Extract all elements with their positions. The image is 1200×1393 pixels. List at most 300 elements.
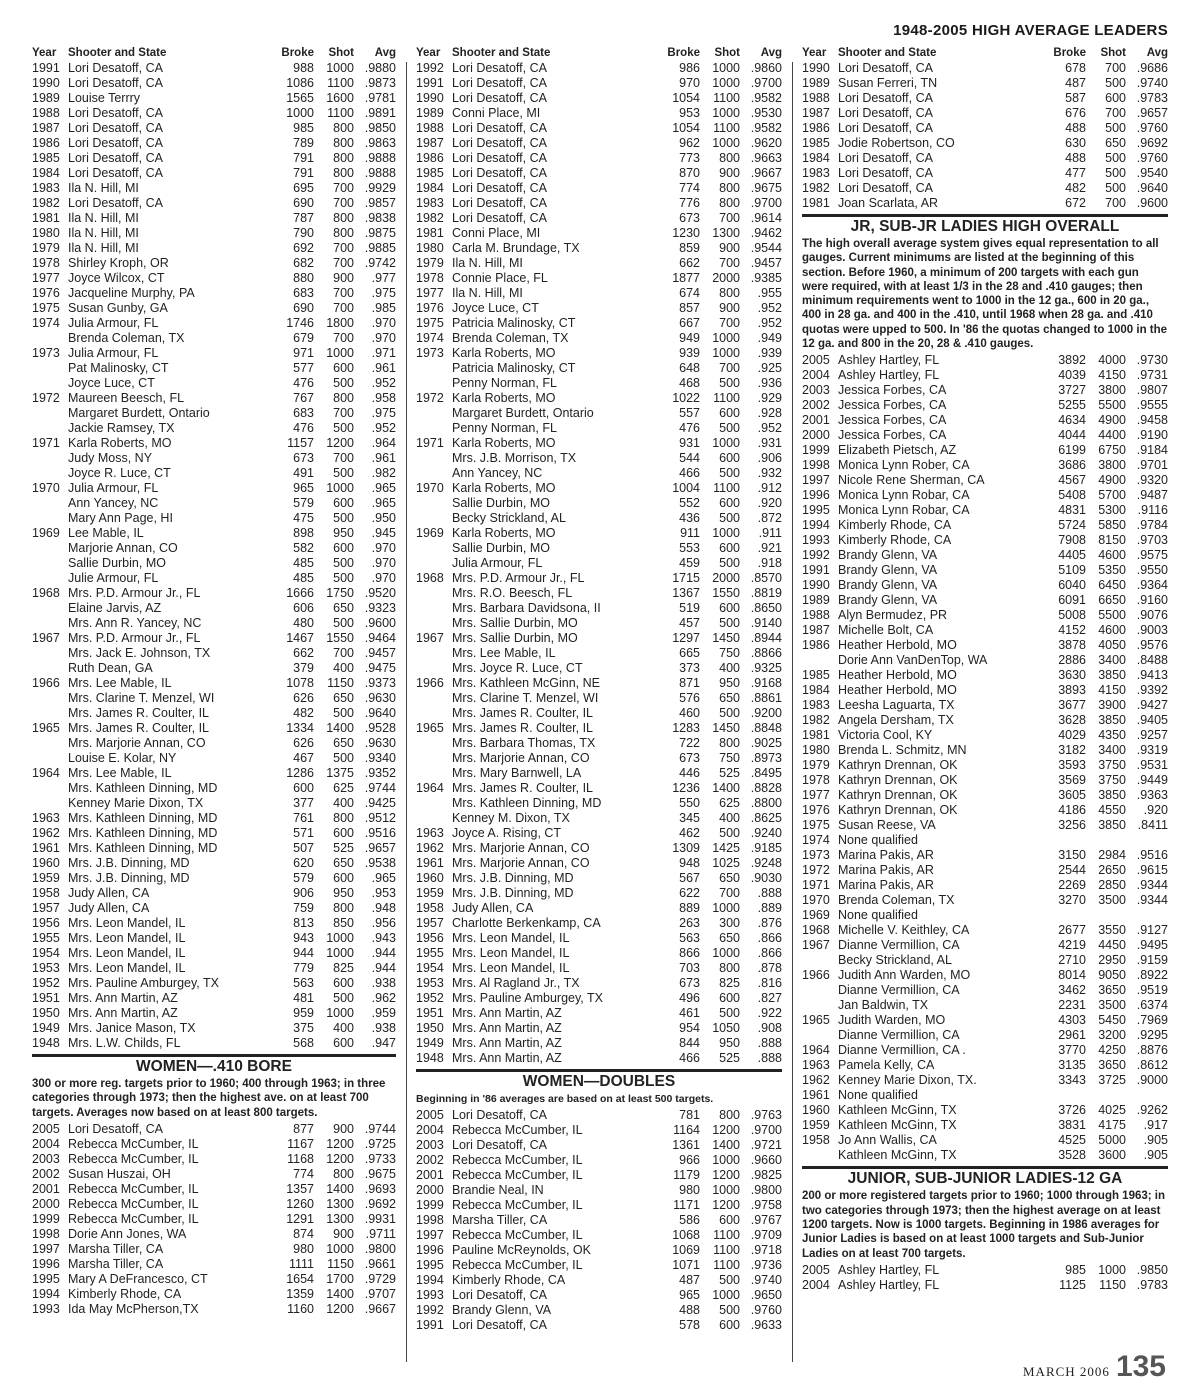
broke-cell: 3628 <box>1058 713 1086 728</box>
year-cell: 1984 <box>32 166 60 180</box>
shooter-cell: Lori Desatoff, CA <box>452 211 547 225</box>
avg-cell: .970 <box>371 571 396 585</box>
table-header <box>416 46 782 61</box>
table-row <box>802 1088 1168 1103</box>
shot-cell: 700 <box>333 181 354 195</box>
shooter-cell: Joyce Luce, CT <box>452 301 539 315</box>
table-header <box>32 46 396 61</box>
shot-cell: 2650 <box>1098 863 1126 878</box>
shot-cell: 600 <box>333 541 354 555</box>
avg-cell: .9392 <box>1136 683 1168 698</box>
year-cell: 1958 <box>802 1133 830 1148</box>
table-row <box>416 466 782 481</box>
shooter-cell: Louise Terrry <box>68 91 141 105</box>
shot-cell: 1000 <box>712 76 740 90</box>
avg-cell: .908 <box>757 1021 782 1035</box>
year-cell: 1962 <box>802 1073 830 1088</box>
table-row <box>802 938 1168 953</box>
shot-cell: 1400 <box>712 781 740 795</box>
shooter-cell: Kimberly Rhode, CA <box>452 1273 566 1288</box>
avg-cell: .9663 <box>750 151 782 165</box>
shooter-cell: Lori Desatoff, CA <box>452 91 547 105</box>
year-cell: 1991 <box>416 76 444 90</box>
year-cell: 1953 <box>32 961 60 975</box>
shooter-cell: Judy Moss, NY <box>68 451 153 465</box>
broke-cell: 1286 <box>286 766 314 780</box>
year-cell: 1968 <box>416 571 444 585</box>
table-row <box>416 436 782 451</box>
broke-cell: 683 <box>293 406 314 420</box>
shot-cell: 800 <box>333 391 354 405</box>
shot-cell: 700 <box>719 316 740 330</box>
shooter-cell: Elizabeth Pietsch, AZ <box>838 443 957 458</box>
year-cell: 1966 <box>416 676 444 690</box>
broke-cell: 692 <box>293 241 314 255</box>
year-cell: 1984 <box>802 683 830 698</box>
avg-cell: .929 <box>757 391 782 405</box>
table-row <box>416 1138 782 1153</box>
table-row <box>32 781 396 796</box>
avg-cell: .9325 <box>750 661 782 675</box>
shot-cell: 3800 <box>1098 383 1126 398</box>
year-cell: 1955 <box>416 946 444 960</box>
shot-cell: 4900 <box>1098 413 1126 428</box>
shot-cell: 2000 <box>712 271 740 285</box>
shooter-cell: Susan Huszai, OH <box>68 1166 171 1181</box>
shooter-cell: Mrs. Barbara Thomas, TX <box>452 736 596 750</box>
shooter-cell: Lori Desatoff, CA <box>452 1288 547 1303</box>
avg-cell: .9457 <box>364 646 396 660</box>
broke-cell: 787 <box>293 211 314 225</box>
avg-cell: .9718 <box>750 1243 782 1258</box>
shooter-cell: Becky Strickland, AL <box>838 953 952 968</box>
table-row <box>32 616 396 631</box>
shooter-cell: None qualified <box>838 1088 918 1103</box>
broke-cell: 1071 <box>672 1258 700 1273</box>
table-row <box>802 788 1168 803</box>
avg-cell: .956 <box>371 916 396 930</box>
shooter-cell: Mrs. Al Ragland Jr., TX <box>452 976 580 990</box>
table-row <box>32 706 396 721</box>
table-row <box>416 541 782 556</box>
broke-cell: 662 <box>293 646 314 660</box>
broke-cell: 3831 <box>1058 1118 1086 1133</box>
year-cell: 1988 <box>32 106 60 120</box>
broke-cell: 4525 <box>1058 1133 1086 1148</box>
table-row <box>802 181 1168 196</box>
table-row <box>32 1152 396 1167</box>
year-cell: 1988 <box>416 121 444 135</box>
shooter-cell: Kathleen McGinn, TX <box>838 1103 957 1118</box>
year-cell: 1962 <box>32 826 60 840</box>
shooter-cell: Ashley Hartley, FL <box>838 368 940 383</box>
header-shooter: Shooter and State <box>452 47 551 59</box>
table-row <box>32 226 396 241</box>
avg-cell: .952 <box>371 421 396 435</box>
shot-cell: 3800 <box>1098 458 1126 473</box>
shot-cell: 4600 <box>1098 548 1126 563</box>
avg-cell: .9519 <box>1136 983 1168 998</box>
avg-cell: .8411 <box>1137 818 1168 833</box>
broke-cell: 1054 <box>672 91 700 105</box>
avg-cell: .9576 <box>1136 638 1168 653</box>
broke-cell: 2269 <box>1058 878 1086 893</box>
shot-cell: 1100 <box>327 76 354 90</box>
broke-cell: 3770 <box>1058 1043 1086 1058</box>
header-shooter: Shooter and State <box>68 47 167 59</box>
avg-cell: .9667 <box>750 166 782 180</box>
year-cell: 2003 <box>32 1151 60 1166</box>
table-row <box>802 653 1168 668</box>
shot-cell: 800 <box>719 286 740 300</box>
shot-cell: 1200 <box>712 1168 740 1183</box>
shot-cell: 3650 <box>1098 1058 1126 1073</box>
shooter-cell: Lori Desatoff, CA <box>452 61 547 75</box>
year-cell: 1952 <box>416 991 444 1005</box>
broke-cell: 476 <box>293 421 314 435</box>
shot-cell: 3500 <box>1098 998 1126 1013</box>
table-row <box>32 691 396 706</box>
shooter-cell: Ashley Hartley, FL <box>838 1277 940 1292</box>
broke-cell: 667 <box>679 316 700 330</box>
broke-cell: 971 <box>293 346 314 360</box>
shot-cell: 825 <box>333 961 354 975</box>
year-cell: 1999 <box>32 1211 60 1226</box>
shooter-cell: Karla Roberts, MO <box>452 526 556 540</box>
table-row <box>32 721 396 736</box>
table-row <box>32 1167 396 1182</box>
table-row <box>802 91 1168 106</box>
year-cell: 1991 <box>416 1318 444 1333</box>
broke-cell: 4831 <box>1058 503 1086 518</box>
broke-cell: 695 <box>293 181 314 195</box>
year-cell: 1958 <box>32 886 60 900</box>
table-row <box>32 61 396 76</box>
avg-cell: .970 <box>371 331 396 345</box>
broke-cell: 3878 <box>1058 638 1086 653</box>
avg-cell: .943 <box>371 931 396 945</box>
year-cell: 1992 <box>416 1303 444 1318</box>
shot-cell: 5450 <box>1098 1013 1126 1028</box>
table-row <box>416 781 782 796</box>
year-cell: 1961 <box>802 1088 830 1103</box>
table-row <box>802 743 1168 758</box>
shot-cell: 700 <box>719 361 740 375</box>
table-row <box>802 166 1168 181</box>
broke-cell: 377 <box>293 796 314 810</box>
table-header <box>802 46 1168 61</box>
shot-cell: 5700 <box>1098 488 1126 503</box>
avg-cell: .9701 <box>1136 458 1168 473</box>
broke-cell: 1715 <box>672 571 700 585</box>
shot-cell: 800 <box>719 151 740 165</box>
table-row <box>416 1243 782 1258</box>
avg-cell: .8861 <box>750 691 782 705</box>
avg-cell: .9760 <box>1136 121 1168 135</box>
year-cell: 1956 <box>32 916 60 930</box>
broke-cell: 544 <box>679 451 700 465</box>
broke-cell: 665 <box>679 646 700 660</box>
avg-cell: .9692 <box>364 1196 396 1211</box>
avg-cell: .9744 <box>364 1121 396 1136</box>
section-desc-jr-12-ga: 200 or more registered targets prior to 1960; 1000 through 1963; in two categories through 1973; then the highest average on at least 1200 targets. Now is 1000 targets. Beginning in 1986 averages for Junior Ladies is based on at least 1000 targets and Sub-Junior Ladies on at least 700 targets. <box>802 1190 1166 1260</box>
broke-cell: 4634 <box>1058 413 1086 428</box>
shooter-cell: Patricia Malinosky, CT <box>452 361 576 375</box>
shot-cell: 1200 <box>326 1136 354 1151</box>
broke-cell: 3569 <box>1058 773 1086 788</box>
table-row <box>416 556 782 571</box>
avg-cell: .9783 <box>1136 1277 1168 1292</box>
shooter-cell: Lori Desatoff, CA <box>838 91 933 105</box>
avg-cell: .962 <box>371 991 396 1005</box>
broke-cell: 779 <box>293 961 314 975</box>
shot-cell: 700 <box>719 886 740 900</box>
shooter-cell: Karla Roberts, MO <box>452 481 556 495</box>
year-cell: 1968 <box>32 586 60 600</box>
avg-cell: .9838 <box>364 211 396 225</box>
avg-cell: .9462 <box>750 226 782 240</box>
avg-cell: .939 <box>757 346 782 360</box>
year-cell: 1998 <box>32 1226 60 1241</box>
table-row <box>32 1137 396 1152</box>
year-cell: 1995 <box>32 1271 60 1286</box>
shot-cell: 8150 <box>1098 533 1126 548</box>
broke-cell: 1179 <box>673 1168 700 1183</box>
avg-cell: .8866 <box>750 646 782 660</box>
shooter-cell: Rebecca McCumber, IL <box>452 1123 583 1138</box>
shot-cell: 1100 <box>713 481 740 495</box>
shot-cell: 3850 <box>1098 788 1126 803</box>
year-cell: 1960 <box>802 1103 830 1118</box>
women-16-yard-table <box>32 61 396 1051</box>
year-cell: 1985 <box>416 166 444 180</box>
table-row <box>32 1287 396 1302</box>
table-row <box>32 1006 396 1021</box>
avg-cell: .9675 <box>750 181 782 195</box>
year-cell: 1959 <box>416 886 444 900</box>
shot-cell: 500 <box>333 421 354 435</box>
avg-cell: .9781 <box>364 91 396 105</box>
shot-cell: 800 <box>333 121 354 135</box>
table-row <box>416 451 782 466</box>
shot-cell: 600 <box>333 1036 354 1050</box>
year-cell: 1983 <box>416 196 444 210</box>
table-row <box>416 1006 782 1021</box>
shot-cell: 3200 <box>1098 1028 1126 1043</box>
shooter-cell: Kathryn Drennan, OK <box>838 773 958 788</box>
table-row <box>802 968 1168 983</box>
shot-cell: 500 <box>333 466 354 480</box>
shooter-cell: Judith Ann Warden, MO <box>838 968 971 983</box>
shooter-cell: Rebecca McCumber, IL <box>452 1168 583 1183</box>
year-cell: 1999 <box>802 443 830 458</box>
table-row <box>802 848 1168 863</box>
avg-cell: .9457 <box>750 256 782 270</box>
avg-cell: .9582 <box>750 91 782 105</box>
year-cell: 1970 <box>32 481 60 495</box>
shot-cell: 1000 <box>712 436 740 450</box>
shooter-cell: Dianne Vermillion, CA . <box>838 1043 966 1058</box>
table-row <box>802 488 1168 503</box>
year-cell: 1975 <box>416 316 444 330</box>
shot-cell: 4025 <box>1098 1103 1126 1118</box>
shooter-cell: Carla M. Brundage, TX <box>452 241 580 255</box>
broke-cell: 488 <box>1065 121 1086 135</box>
shooter-cell: Mrs. Ann Martin, AZ <box>452 1036 562 1050</box>
broke-cell: 722 <box>679 736 700 750</box>
table-row <box>416 421 782 436</box>
broke-cell: 939 <box>679 346 700 360</box>
avg-cell: .9888 <box>364 151 396 165</box>
avg-cell: .9733 <box>364 1151 396 1166</box>
shot-cell: 400 <box>719 811 740 825</box>
year-cell: 1963 <box>32 811 60 825</box>
avg-cell: .9807 <box>1136 383 1168 398</box>
shot-cell: 500 <box>1105 121 1126 135</box>
year-cell: 1966 <box>32 676 60 690</box>
broke-cell: 791 <box>293 166 314 180</box>
avg-cell: .9640 <box>1136 181 1168 195</box>
avg-cell: .9709 <box>750 1228 782 1243</box>
year-cell: 1988 <box>802 91 830 105</box>
broke-cell: 2231 <box>1058 998 1086 1013</box>
avg-cell: .9800 <box>750 1183 782 1198</box>
broke-cell: 682 <box>293 256 314 270</box>
shot-cell: 4150 <box>1098 683 1126 698</box>
shot-cell: 500 <box>333 991 354 1005</box>
shooter-cell: Ila N. Hill, MI <box>68 181 139 195</box>
avg-cell: .965 <box>371 481 396 495</box>
broke-cell: 761 <box>293 811 314 825</box>
shooter-cell: Lori Desatoff, CA <box>452 136 547 150</box>
avg-cell: .9633 <box>750 1318 782 1333</box>
shooter-cell: Susan Ferreri, TN <box>838 76 938 90</box>
avg-cell: .928 <box>757 406 782 420</box>
header-shot: Shot <box>328 47 354 59</box>
shooter-cell: Mrs. J.B. Dinning, MD <box>68 871 190 885</box>
table-row <box>32 391 396 406</box>
avg-cell: .9449 <box>1136 773 1168 788</box>
table-row <box>32 301 396 316</box>
year-cell: 1974 <box>802 833 830 848</box>
broke-cell: 630 <box>1065 136 1086 150</box>
table-row <box>802 833 1168 848</box>
avg-cell: .8922 <box>1136 968 1168 983</box>
avg-cell: .9760 <box>750 1303 782 1318</box>
table-row <box>802 713 1168 728</box>
year-cell: 1989 <box>416 106 444 120</box>
table-row <box>32 946 396 961</box>
table-row <box>416 271 782 286</box>
table-row <box>32 361 396 376</box>
broke-cell: 970 <box>679 76 700 90</box>
shot-cell: 1300 <box>326 1211 354 1226</box>
shot-cell: 500 <box>719 466 740 480</box>
shooter-cell: Conni Place, MI <box>452 106 541 120</box>
year-cell: 1977 <box>32 271 60 285</box>
table-row <box>32 1302 396 1317</box>
year-cell: 2004 <box>32 1136 60 1151</box>
shooter-cell: Mrs. Leon Mandel, IL <box>68 916 186 930</box>
shooter-cell: Jacqueline Murphy, PA <box>68 286 195 300</box>
shooter-cell: Joyce A. Rising, CT <box>452 826 562 840</box>
shot-cell: 1000 <box>712 1153 740 1168</box>
shooter-cell: None qualified <box>838 833 918 848</box>
avg-cell: .9857 <box>364 196 396 210</box>
avg-cell: .971 <box>371 346 396 360</box>
shot-cell: 5850 <box>1098 518 1126 533</box>
year-cell: 1980 <box>802 743 830 758</box>
avg-cell: .878 <box>757 961 782 975</box>
avg-cell: .9630 <box>364 691 396 705</box>
year-cell: 1966 <box>802 968 830 983</box>
shooter-cell: Mrs. Clarine T. Menzel, WI <box>452 691 599 705</box>
broke-cell: 648 <box>679 361 700 375</box>
table-row <box>416 766 782 781</box>
shot-cell: 1000 <box>326 1006 354 1020</box>
shot-cell: 4050 <box>1098 638 1126 653</box>
shooter-cell: Lori Desatoff, CA <box>68 76 163 90</box>
shot-cell: 700 <box>333 286 354 300</box>
avg-cell: .8876 <box>1136 1043 1168 1058</box>
year-cell: 2004 <box>802 368 830 383</box>
table-row <box>802 106 1168 121</box>
table-row <box>416 61 782 76</box>
shot-cell: 600 <box>719 1213 740 1228</box>
year-cell: 2005 <box>32 1121 60 1136</box>
broke-cell: 626 <box>293 736 314 750</box>
avg-cell: .8944 <box>750 631 782 645</box>
shot-cell: 500 <box>333 376 354 390</box>
shooter-cell: Kimberly Rhode, CA <box>68 1286 182 1301</box>
table-row <box>32 736 396 751</box>
avg-cell: .9657 <box>364 841 396 855</box>
year-cell: 1986 <box>802 121 830 135</box>
avg-cell: .8612 <box>1136 1058 1168 1073</box>
shot-cell: 600 <box>1105 91 1126 105</box>
year-cell: 1994 <box>416 1273 444 1288</box>
table-row <box>802 473 1168 488</box>
shot-cell: 1400 <box>326 1181 354 1196</box>
shooter-cell: Lori Desatoff, CA <box>452 1108 547 1123</box>
broke-cell: 673 <box>293 451 314 465</box>
avg-cell: .9516 <box>364 826 396 840</box>
broke-cell: 674 <box>679 286 700 300</box>
shooter-cell: Mrs. J.B. Dinning, MD <box>452 871 574 885</box>
avg-cell: .9003 <box>1136 623 1168 638</box>
avg-cell: .9731 <box>1136 368 1168 383</box>
broke-cell: 988 <box>293 61 314 75</box>
table-row <box>802 413 1168 428</box>
avg-cell: .9703 <box>1136 533 1168 548</box>
avg-cell: .9475 <box>364 661 396 675</box>
broke-cell: 690 <box>293 196 314 210</box>
broke-cell: 476 <box>679 421 700 435</box>
year-cell: 1987 <box>802 106 830 120</box>
shooter-cell: Marina Pakis, AR <box>838 863 934 878</box>
table-row <box>32 436 396 451</box>
table-row <box>416 646 782 661</box>
shot-cell: 650 <box>719 871 740 885</box>
broke-cell: 6199 <box>1058 443 1086 458</box>
avg-cell: .9190 <box>1136 428 1168 443</box>
shooter-cell: Rebecca McCumber, IL <box>68 1196 199 1211</box>
shot-cell: 700 <box>333 196 354 210</box>
avg-cell: .9661 <box>364 1256 396 1271</box>
broke-cell: 871 <box>679 676 700 690</box>
broke-cell: 491 <box>293 466 314 480</box>
table-row <box>32 136 396 151</box>
